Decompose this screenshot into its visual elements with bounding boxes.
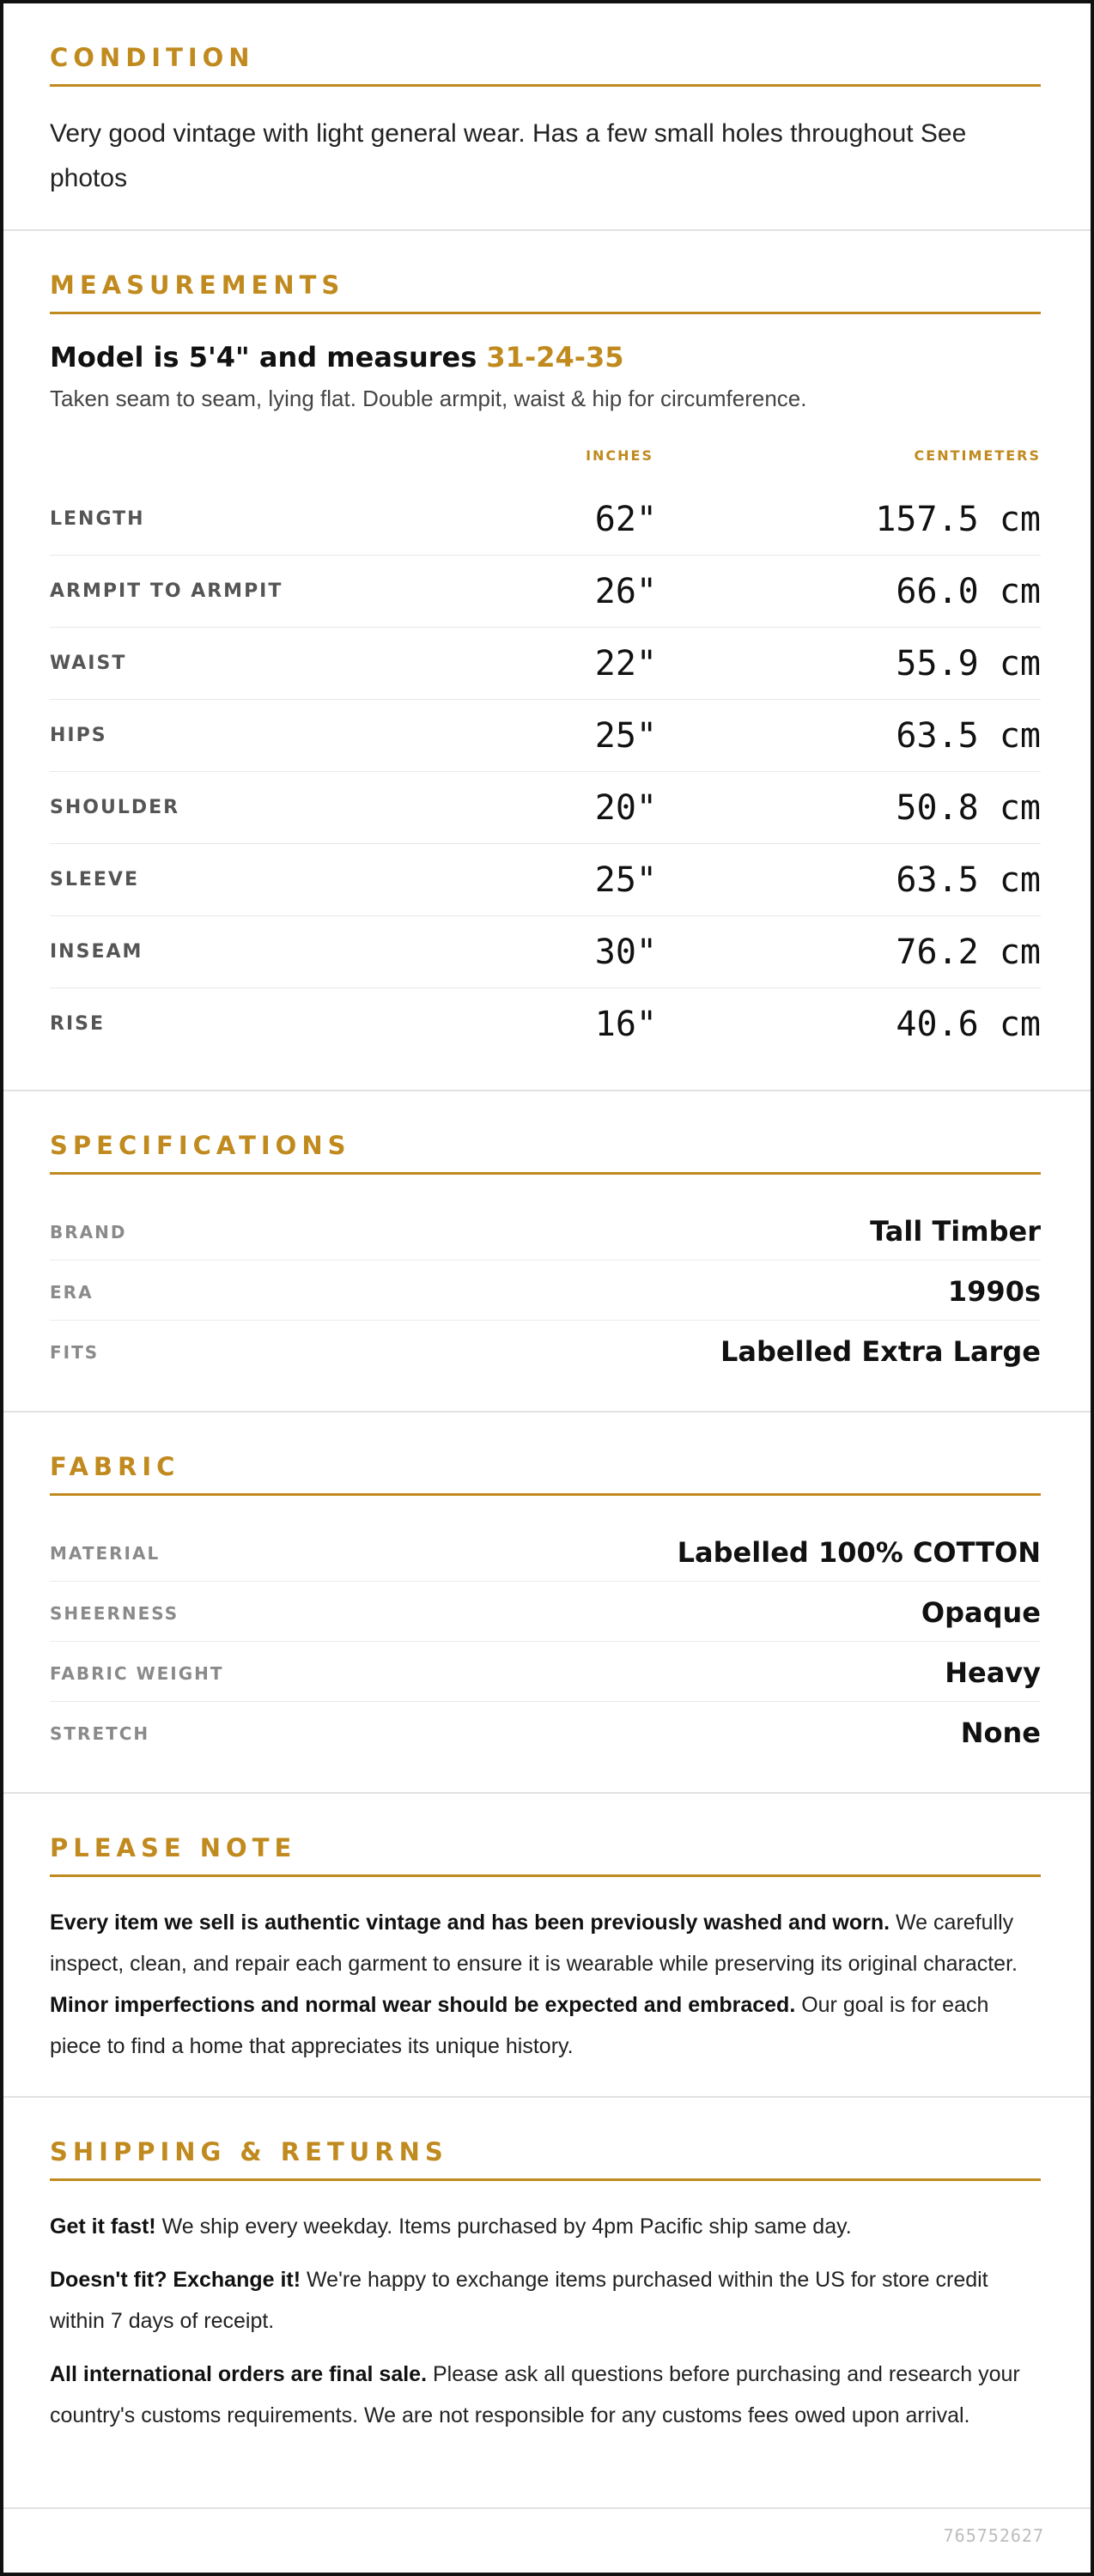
please-note-bold-1: Every item we sell is authentic vintage and has been previously washed and worn. — [50, 1911, 890, 1935]
fabric-row-material — [50, 1521, 1041, 1582]
condition-text: Very good vintage with light general wear. Has a few small holes throughout See photos — [50, 119, 967, 192]
measurement-row-length — [50, 483, 1041, 556]
measurement-cm: 63.5 cm — [896, 716, 1041, 756]
spec-value: 1990s — [947, 1275, 1041, 1308]
model-prefix: Model is 5'4" and measures — [50, 341, 487, 374]
specifications-heading: SPECIFICATIONS — [50, 1131, 1041, 1175]
spec-label: BRAND — [50, 1222, 127, 1242]
measurement-label: RISE — [50, 1013, 105, 1035]
measurements-subtitle: Taken seam to seam, lying flat. Double armpit, waist & hip for circumference. — [50, 386, 807, 411]
fabric-label: STRETCH — [50, 1723, 150, 1744]
spec-value: Labelled Extra Large — [720, 1335, 1041, 1368]
fabric-label: SHEERNESS — [50, 1603, 179, 1624]
measurements-heading: MEASUREMENTS — [50, 270, 1041, 314]
measurement-row-hips — [50, 699, 1041, 772]
measurement-inches: 25" — [594, 860, 657, 900]
measurement-inches: 62" — [594, 500, 657, 539]
measurements-section — [3, 231, 1091, 1091]
model-measures-value: 31-24-35 — [486, 341, 624, 374]
please-note-text-2: Our goal is for each piece to find a home that appreciates its unique history. — [50, 1993, 989, 2058]
fabric-value: Labelled 100% COTTON — [677, 1536, 1041, 1569]
shipping-bold-2: Doesn't fit? Exchange it! — [50, 2268, 301, 2292]
measurement-cm: 50.8 cm — [896, 788, 1041, 828]
measurement-inches: 22" — [594, 644, 657, 683]
shipping-paragraph-3 — [50, 2354, 1041, 2436]
spec-label: FITS — [50, 1342, 100, 1363]
measurement-cm: 55.9 cm — [896, 644, 1041, 683]
fabric-value: Heavy — [945, 1656, 1041, 1689]
fabric-label: MATERIAL — [50, 1543, 161, 1564]
shipping-paragraph-1 — [50, 2206, 1041, 2247]
measurement-row-shoulder — [50, 771, 1041, 844]
measurement-inches: 25" — [594, 716, 657, 756]
condition-section — [3, 3, 1091, 231]
shipping-section — [3, 2098, 1091, 2509]
shipping-text-1: We ship every weekday. Items purchased by 4pm Pacific ship same day. — [155, 2215, 852, 2239]
fabric-heading: FABRIC — [50, 1452, 1041, 1496]
spec-row-brand — [50, 1200, 1041, 1261]
spec-label: ERA — [50, 1282, 94, 1303]
fabric-row-sheerness — [50, 1581, 1041, 1642]
product-id: 765752627 — [943, 2525, 1044, 2546]
measurement-label: WAIST — [50, 653, 127, 674]
please-note-bold-2: Minor imperfections and normal wear should be expected and embraced. — [50, 1993, 796, 2017]
measurement-cm: 157.5 cm — [875, 500, 1041, 539]
measurement-cm: 66.0 cm — [896, 572, 1041, 611]
shipping-heading: SHIPPING & RETURNS — [50, 2137, 1041, 2181]
fabric-value: Opaque — [921, 1596, 1041, 1629]
please-note-text — [50, 1902, 1041, 2067]
shipping-bold-3: All international orders are final sale. — [50, 2362, 428, 2386]
measurement-label: INSEAM — [50, 941, 143, 963]
measurement-row-waist — [50, 627, 1041, 700]
please-note-text-1: We carefully inspect, clean, and repair each garment to ensure it is wearable while preserving its original character. — [50, 1911, 1018, 1976]
shipping-paragraph-2 — [50, 2259, 1041, 2342]
spec-row-era — [50, 1260, 1041, 1321]
measurement-cm: 40.6 cm — [896, 1005, 1041, 1044]
measurement-inches: 20" — [594, 788, 657, 828]
fabric-section — [3, 1413, 1091, 1794]
spec-row-fits — [50, 1320, 1041, 1380]
measurement-label: SHOULDER — [50, 797, 180, 818]
fabric-value: None — [960, 1716, 1041, 1749]
col-header-inches: INCHES — [586, 447, 653, 464]
measurement-row-sleeve — [50, 843, 1041, 916]
condition-heading: CONDITION — [50, 43, 1041, 87]
col-header-centimeters: CENTIMETERS — [914, 447, 1041, 464]
measurement-row-rise — [50, 987, 1041, 1060]
measurement-row-armpit — [50, 555, 1041, 628]
please-note-section — [3, 1794, 1091, 2098]
measurement-label: ARMPIT TO ARMPIT — [50, 580, 283, 602]
fabric-label: FABRIC WEIGHT — [50, 1663, 224, 1684]
measurement-label: HIPS — [50, 725, 107, 746]
shipping-text-2: We're happy to exchange items purchased within the US for store credit within 7 days of receipt. — [50, 2268, 988, 2333]
measurement-cm: 76.2 cm — [896, 933, 1041, 972]
measurement-row-inseam — [50, 915, 1041, 988]
measurement-label: LENGTH — [50, 508, 145, 530]
measurement-inches: 30" — [594, 933, 657, 972]
specifications-section — [3, 1091, 1091, 1413]
measurement-cm: 63.5 cm — [896, 860, 1041, 900]
fabric-row-stretch — [50, 1701, 1041, 1761]
measurement-inches: 26" — [594, 572, 657, 611]
shipping-text-3: Please ask all questions before purchasing and research your country's customs requirements. We are not responsible for any customs fees owed upon arrival. — [50, 2362, 1020, 2427]
please-note-heading: PLEASE NOTE — [50, 1833, 1041, 1877]
measurement-inches: 16" — [594, 1005, 657, 1044]
spec-value: Tall Timber — [870, 1215, 1041, 1248]
model-measurements — [50, 341, 624, 374]
measurement-label: SLEEVE — [50, 869, 139, 890]
shipping-bold-1: Get it fast! — [50, 2215, 156, 2239]
fabric-row-weight — [50, 1641, 1041, 1702]
